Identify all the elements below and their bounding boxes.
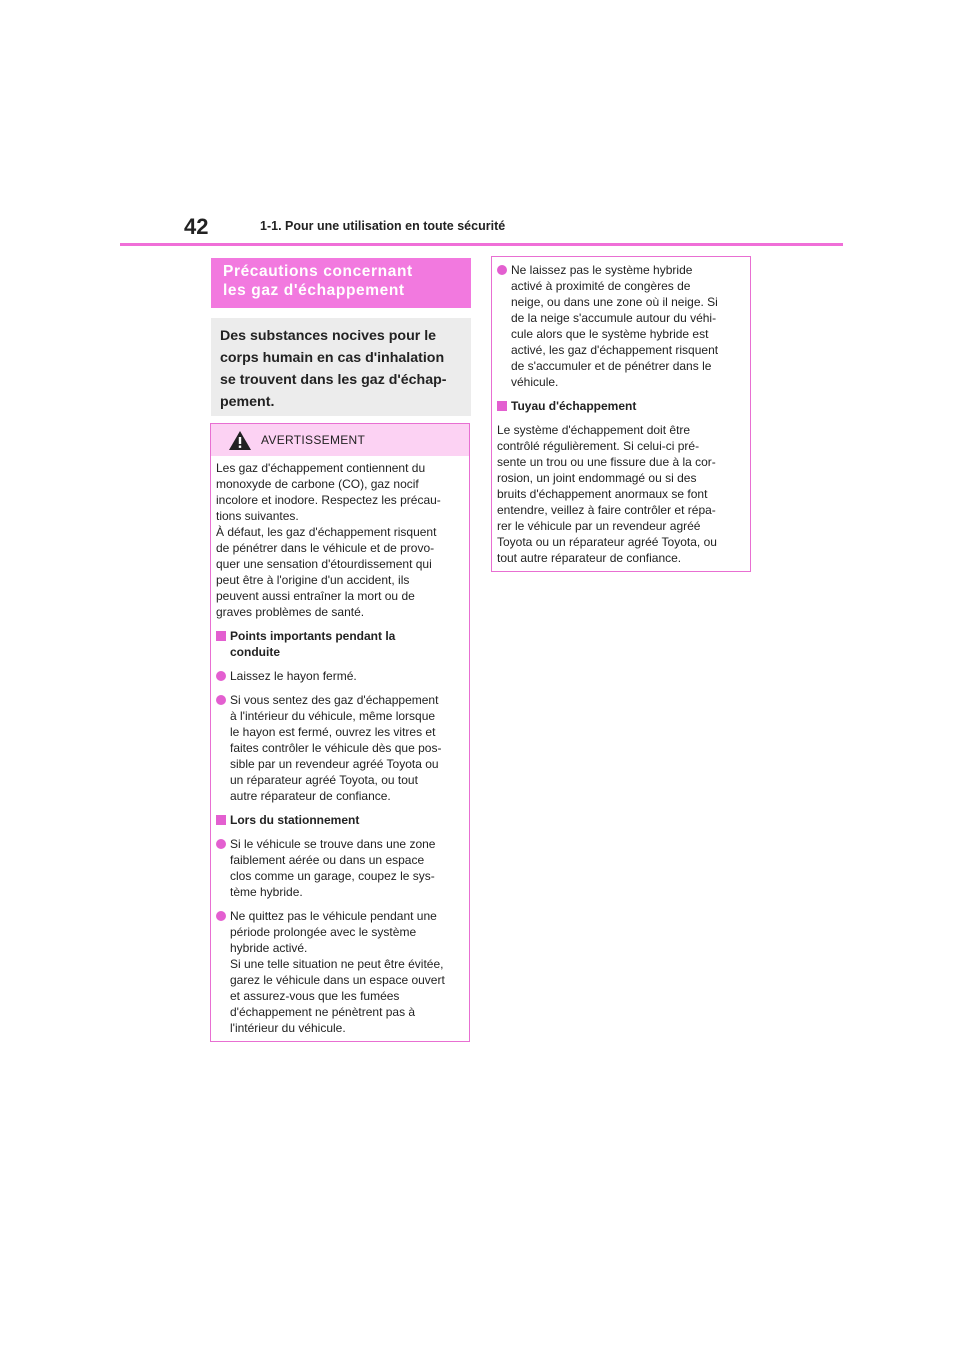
text-line: de pénétrer dans le véhicule et de provo- (216, 541, 435, 555)
pink-circle-bullet-icon (497, 265, 507, 275)
warning-title: AVERTISSEMENT (261, 433, 366, 447)
text-line: activé, les gaz d'échappement risquent (511, 343, 719, 357)
section-title-banner (211, 258, 471, 308)
intro-line: pement. (220, 394, 275, 410)
warning-bullet (216, 668, 463, 684)
text-line: cule alors que le système hybride est (511, 327, 709, 341)
text-line: Toyota ou un réparateur agréé Toyota, ou (497, 535, 717, 549)
text-line: activé à proximité de congères de (511, 279, 691, 293)
text-line: Le système d'échappement doit être (497, 423, 691, 437)
text-line: Laissez le hayon fermé. (230, 669, 357, 683)
pink-circle-bullet-icon (216, 695, 226, 705)
text-line: clos comme un garage, coupez le sys- (230, 869, 435, 883)
text-line: monoxyde de carbone (CO), gaz nocif (216, 477, 419, 491)
warning-header (211, 424, 469, 456)
text-line: sente un trou ou une fissure due à la cor- (497, 455, 716, 469)
warning-bullet (497, 262, 744, 390)
intro-line: se trouvent dans les gaz d'échap- (220, 372, 447, 388)
text-line: conduite (230, 645, 280, 659)
right-warning-continuation (491, 256, 751, 572)
pink-circle-bullet-icon (216, 839, 226, 849)
text-line: véhicule. (511, 375, 559, 389)
text-line: un réparateur agréé Toyota, ou tout (230, 773, 418, 787)
text-line: Tuyau d'échappement (511, 399, 637, 413)
text-line: faites contrôler le véhicule dès que pos- (230, 741, 442, 755)
text-line: tout autre réparateur de confiance. (497, 551, 682, 565)
text-line: Lors du stationnement (230, 813, 360, 827)
text-line: neige, ou dans une zone où il neige. Si (511, 295, 718, 309)
text-line: graves problèmes de santé. (216, 605, 365, 619)
text-line: hybride activé. (230, 941, 308, 955)
text-line: de la neige s'accumule autour du véhi- (511, 311, 717, 325)
warning-bullet (216, 836, 463, 900)
text-line: Ne laissez pas le système hybride (511, 263, 693, 277)
section-title-line: Précautions concernant (223, 263, 413, 280)
text-line: rosion, un joint endommagé ou si des (497, 471, 697, 485)
header-rule (120, 243, 843, 246)
intro-line: Des substances nocives pour le (220, 328, 437, 344)
warning-heading-exhaust-pipe (497, 398, 744, 414)
text-line: sible par un revendeur agréé Toyota ou (230, 757, 439, 771)
text-line: contrôlé régulièrement. Si celui-ci pré- (497, 439, 700, 453)
pink-circle-bullet-icon (216, 911, 226, 921)
text-line: l'intérieur du véhicule. (230, 1021, 346, 1035)
warning-bullet (216, 908, 463, 1036)
text-line: rer le véhicule par un revendeur agréé (497, 519, 701, 533)
text-line: peuvent aussi entraîner la mort ou de (216, 589, 415, 603)
section-title-line: les gaz d'échappement (223, 282, 405, 299)
page-number: 42 (184, 214, 209, 239)
text-line: tions suivantes. (216, 509, 299, 523)
pink-square-icon (497, 401, 507, 411)
text-line: Points importants pendant la (230, 629, 396, 643)
section-intro (211, 318, 471, 416)
warning-heading-driving (216, 628, 463, 660)
text-line: période prolongée avec le système (230, 925, 417, 939)
warning-triangle-icon (228, 430, 252, 451)
pink-square-icon (216, 815, 226, 825)
warning-box (210, 423, 470, 1042)
text-line: de s'accumuler et de pénétrer dans le (511, 359, 712, 373)
text-line: entendre, veillez à faire contrôler et répa- (497, 503, 716, 517)
text-line: garez le véhicule dans un espace ouvert (230, 973, 445, 987)
text-line: tème hybride. (230, 885, 303, 899)
text-line: faiblement aérée ou dans un espace (230, 853, 425, 867)
text-line: à l'intérieur du véhicule, même lorsque (230, 709, 436, 723)
warning-heading-parking (216, 812, 463, 828)
text-line: autre réparateur de confiance. (230, 789, 391, 803)
text-line: peut être à l'origine d'un accident, ils (216, 573, 410, 587)
text-line: et assurez-vous que les fumées (230, 989, 400, 1003)
text-line: quer une sensation d'étourdissement qui (216, 557, 432, 571)
text-line: Les gaz d'échappement contiennent du (216, 461, 426, 475)
text-line: bruits d'échappement anormaux se font (497, 487, 708, 501)
exhaust-pipe-paragraph (497, 422, 744, 566)
text-line: Si une telle situation ne peut être évitée, (230, 957, 444, 971)
text-line: Si le véhicule se trouve dans une zone (230, 837, 436, 851)
text-line: incolore et inodore. Respectez les précau- (216, 493, 441, 507)
text-line: Si vous sentez des gaz d'échappement (230, 693, 439, 707)
intro-line: corps humain en cas d'inhalation (220, 350, 445, 366)
pink-circle-bullet-icon (216, 671, 226, 681)
running-title: 1-1. Pour une utilisation en toute sécurité (260, 219, 506, 233)
warning-bullet (216, 692, 463, 804)
warning-intro-paragraph (216, 460, 463, 620)
text-line: Ne quittez pas le véhicule pendant une (230, 909, 437, 923)
text-line: le hayon est fermé, ouvrez les vitres et (230, 725, 436, 739)
text-line: d'échappement ne pénètrent pas à (230, 1005, 416, 1019)
warning-body (211, 456, 469, 1036)
pink-square-icon (216, 631, 226, 641)
text-line: À défaut, les gaz d'échappement risquent (216, 525, 437, 539)
